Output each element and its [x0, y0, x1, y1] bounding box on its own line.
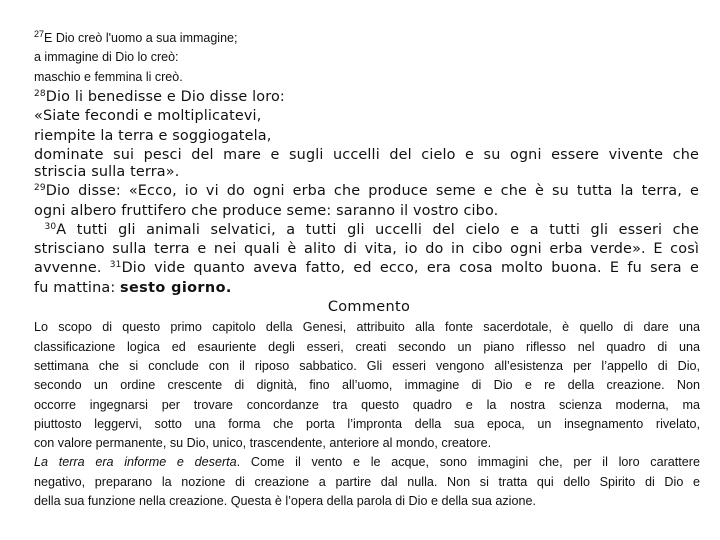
italic-quote: La terra era informe e deserta [34, 455, 237, 469]
commentary-line-1: Lo scopo di questo primo capitolo della Genesi, attribuito alla fonte sacerdotale, è quello di dare una [34, 320, 700, 334]
verse-27-line-1: $^{27}$E Dio creò l'uomo a sua immagine; [34, 29, 238, 45]
verse-29-line-2: ogni albero fruttifero che produce seme: saranno il vostro cibo. [34, 203, 499, 219]
commentary-line-4: secondo un ordine crescente di dignità, fino all’uomo, immagine di Dio e re della creazione. Non [34, 378, 700, 392]
verse-number: 30 [44, 222, 57, 232]
day-label: sesto giorno. [120, 280, 232, 296]
verse-28-line-3: riempite la terra e soggiogatela, [34, 128, 272, 144]
verse-27-line-2: a immagine di Dio lo creò: [34, 50, 179, 64]
verse-number: 29 [34, 183, 46, 193]
verse-30-31-line-3: avvenne. $^{31}$Dio vide quanto aveva fatto, ed ecco, era cosa molto buona. E fu sera e [34, 260, 699, 276]
commentary-line-8: La terra era informe e deserta. Come il vento e le acque, sono immagini che, per il loro carattere [34, 455, 700, 469]
verse-31-line-4: fu mattina: sesto giorno. [34, 280, 232, 296]
verse-number: 28 [34, 89, 46, 99]
commentary-line-7: con valore permanente, su Dio, unico, trascendente, anteriore al mondo, creatore. [34, 436, 492, 450]
commentary-line-9: negativo, preparano la nozione di creazione a partire dal nulla. Non si tratta qui dello Spirito di Dio e [34, 475, 700, 489]
verse-30-line-1: $^{30}$A tutti gli animali selvatici, a tutti gli uccelli del cielo e a tutti gli esseri che [44, 222, 700, 238]
commentary-line-2: classificazione logica ed esauriente degli esseri, creati secondo un piano riflesso nel quadro di una [34, 340, 700, 354]
verse-number: 27 [34, 29, 45, 39]
verse-28-line-5: striscia sulla terra». [34, 164, 180, 180]
verse-30-line-2: strisciano sulla terra e nei quali è alito di vita, io do in cibo ogni erba verde». E così [34, 241, 699, 257]
commentary-line-6: piuttosto leggervi, sotto una forma che porta l’impronta della sua epoca, un insegnamento rivelato, [34, 417, 700, 431]
commentary-line-3: settimana che si conclude con il riposo sabbatico. Gli esseri vengono all’esistenza per l’appello di Dio, [34, 359, 700, 373]
commentary-line-10: della sua funzione nella creazione. Questa è l’opera della parola di Dio e della sua azione. [34, 494, 536, 508]
verse-number: 31 [109, 260, 122, 270]
verse-27-line-3: maschio e femmina li creò. [34, 70, 183, 84]
commentary-line-5: occorre ingegnarsi per trovare concordanze tra questo quadro e la nostra scienza moderna, ma [34, 398, 700, 412]
verse-29-line-1: $^{29}$Dio disse: «Ecco, io vi do ogni erba che produce seme e che è su tutta la terra, e [34, 183, 699, 199]
verse-28-line-4: dominate sui pesci del mare e sugli uccelli del cielo e su ogni essere vivente che [34, 147, 699, 163]
verse-28-line-2: «Siate fecondi e moltiplicatevi, [34, 108, 262, 124]
commentary-title: Commento [327, 299, 411, 315]
verse-28-line-1: $^{28}$Dio li benedisse e Dio disse loro: [34, 89, 285, 105]
